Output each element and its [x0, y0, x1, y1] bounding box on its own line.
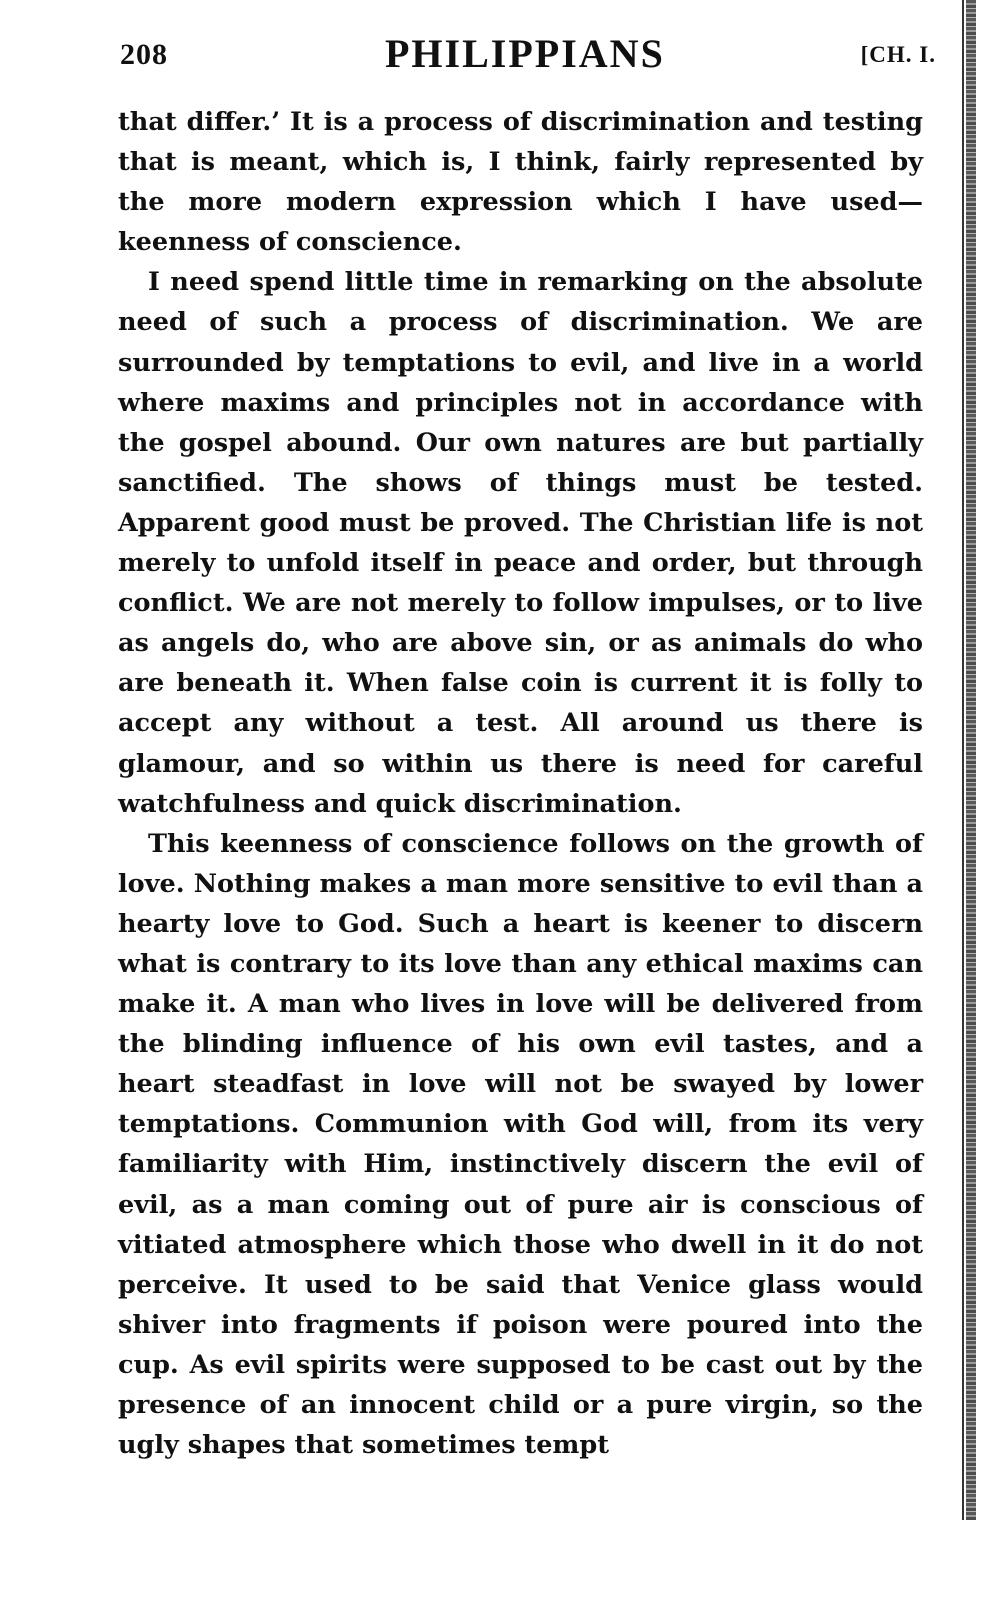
paragraph-2: I need spend little time in remarking on the absolute need of such a process of discrimination. We are surrounded by temptations to evil, and live in a world where maxims and principles not in accordance with the gospel abound. Our own natures are but partially sanctified. The shows of things must be tested. Apparent good must be proved. The Christian life is not merely to unfold itself in peace and order, but through conflict. We are not merely to follow impulses, or to live as angels do, who are above sin, or as animals do who are beneath it. When false coin is current it is folly to accept any without a test. All around us there is glamour, and so within us there is need for careful watchfulness and quick discrimination.	[118, 267, 923, 819]
body-text	[118, 102, 923, 1465]
paragraph-1: that differ.’ It is a process of discrimination and testing that is meant, which is, I think, fairly represented by the more modern expression which I have used—keenness of conscience.	[118, 107, 923, 258]
chapter-reference: [CH. I.	[860, 42, 936, 67]
paragraph-3: This keenness of conscience follows on the growth of love. Nothing makes a man more sensitive to evil than a hearty love to God. Such a heart is keener to discern what is contrary to its love than any ethical maxims can make it. A man who lives in love will be delivered from the blinding influence of his own evil tastes, and a heart steadfast in love will not be swayed by lower temptations. Communion with God will, from its very familiarity with Him, instinctively discern the evil of evil, as a man coming out of pure air is conscious of vitiated atmosphere which those who dwell in it do not perceive. It used to be said that Venice glass would shiver into fragments if poison were poured into the cup. As evil spirits were supposed to be cast out by the presence of an innocent child or a pure virgin, so the ugly shapes that sometimes tempt	[118, 828, 923, 1461]
page-edge-line	[962, 0, 964, 1520]
page-header	[120, 30, 950, 80]
running-title: PHILIPPIANS	[385, 31, 665, 76]
page-number: 208	[120, 38, 168, 71]
page-edge-shadow	[966, 0, 976, 1520]
